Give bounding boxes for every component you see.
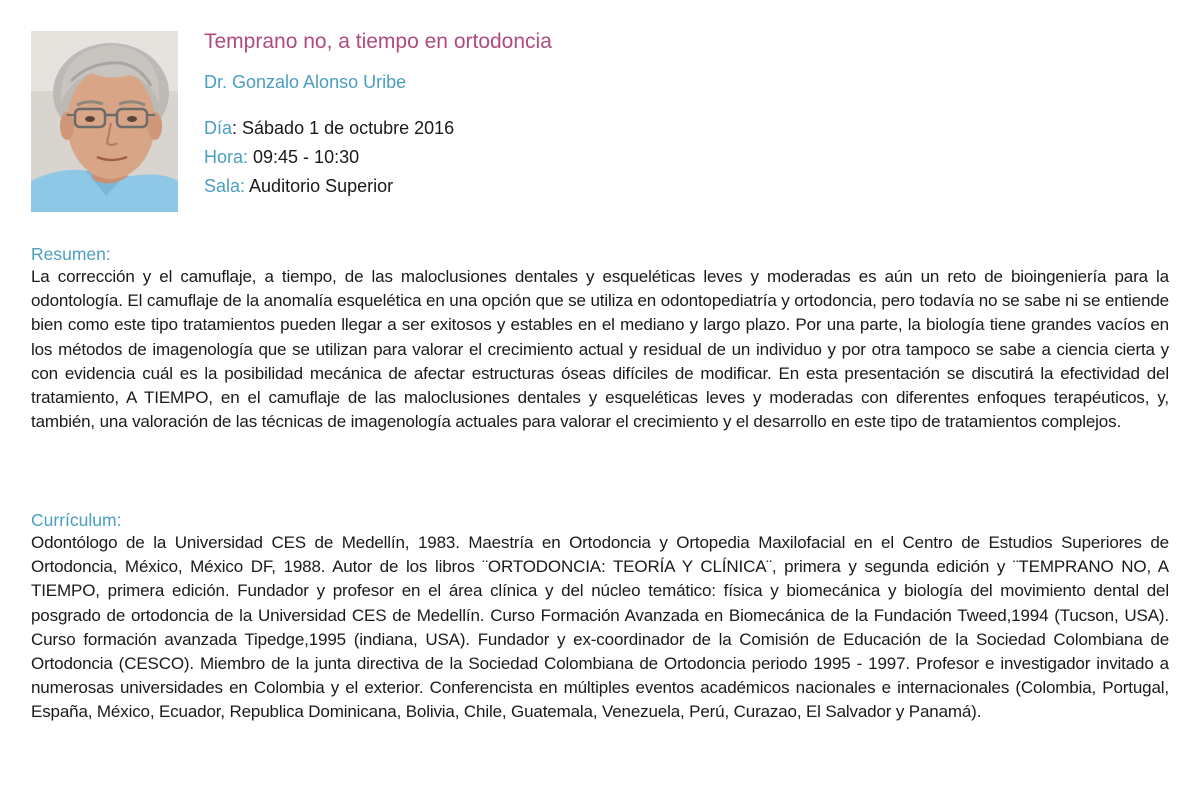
resumen-section: [31, 244, 1169, 434]
talk-title: Temprano no, a tiempo en ortodoncia: [204, 30, 552, 53]
meta-day-label: Día: [204, 118, 233, 138]
meta-room: [204, 172, 1164, 201]
meta-room-label: Sala:: [204, 176, 246, 196]
meta-time-label: Hora:: [204, 147, 249, 167]
curriculum-body: Odontólogo de la Universidad CES de Medellín, 1983. Maestría en Ortodoncia y Ortopedia Maxilofacial en el Centro de Estudios Superiores de Ortodoncia, México, México DF, 1988. Autor de los libros ¨ORTODONCIA: TEORÍA Y CLÍNICA¨, primera y segunda edición y ¨TEMPRANO NO, A TIEMPO, primera edición. Fundador y profesor en el área clínica y del núcleo temático: física y biomecánica y biología del movimiento dental del posgrado de ortodoncia de la Universidad CES de Medellín. Curso Formación Avanzada en Biomecánica de la Fundación Tweed,1994 (Tucson, USA). Curso formación avanzada Tipedge,1995 (indiana, USA). Fundador y ex-coordinador de la Comisión de Educación de la Sociedad Colombiana de Ortodoncia (CESCO). Miembro de la junta directiva de la Sociedad Colombiana de Ortodoncia periodo 1995 - 1997. Profesor e investigador invitado a numerosas universidades en Colombia y el exterior. Conferencista en múltiples eventos académicos nacionales e internacionales (Colombia, Portugal, España, México, Ecuador, Republica Dominicana, Bolivia, Chile, Guatemala, Venezuela, Perú, Curazao, El Salvador y Panamá).: [31, 533, 1169, 722]
meta-day-value: : Sábado 1 de octubre 2016: [232, 118, 455, 138]
speaker-portrait-icon: [31, 31, 178, 212]
curriculum-section: [31, 510, 1169, 725]
meta-day: [204, 114, 1164, 143]
resumen-body: La corrección y el camuflaje, a tiempo, de las maloclusiones dentales y esqueléticas leves y moderadas es aún un reto de bioingeniería para la odontología. El camuflaje de la anomalía esquelética en una opción que se utiliza en odontopediatría y ortodoncia, pero todavía no se sabe ni se entiende bien como este tipo tratamientos pueden llegar a ser exitosos y estables en el mediano y largo plazo. Por una parte, la biología tiene grandes vacíos en los métodos de imagenología que se utilizan para valorar el crecimiento actual y residual de un individuo y por otra tampoco se sabe a ciencia cierta y con evidencia cuál es la posibilidad mecánica de afectar estructuras óseas difíciles de modificar. En esta presentación se discutirá la efectividad del tratamiento, A TIEMPO, en el camuflaje de las maloclusiones dentales y esqueléticas leves y moderadas con diferentes enfoques terapéuticos, y, también, una valoración de las técnicas de imagenología actuales para valorar el crecimiento y el desarrollo en este tipo de tratamientos complejos.: [31, 267, 1169, 432]
meta-room-value: Auditorio Superior: [245, 176, 394, 196]
talk-meta: [204, 114, 1164, 201]
resumen-label: Resumen:: [31, 244, 111, 264]
speaker-name: Dr. Gonzalo Alonso Uribe: [204, 72, 407, 92]
talk-header: [204, 28, 1164, 201]
curriculum-label: Currículum:: [31, 510, 122, 530]
speaker-photo: [31, 31, 178, 212]
meta-time-value: 09:45 - 10:30: [248, 147, 360, 167]
meta-time: [204, 143, 1164, 172]
